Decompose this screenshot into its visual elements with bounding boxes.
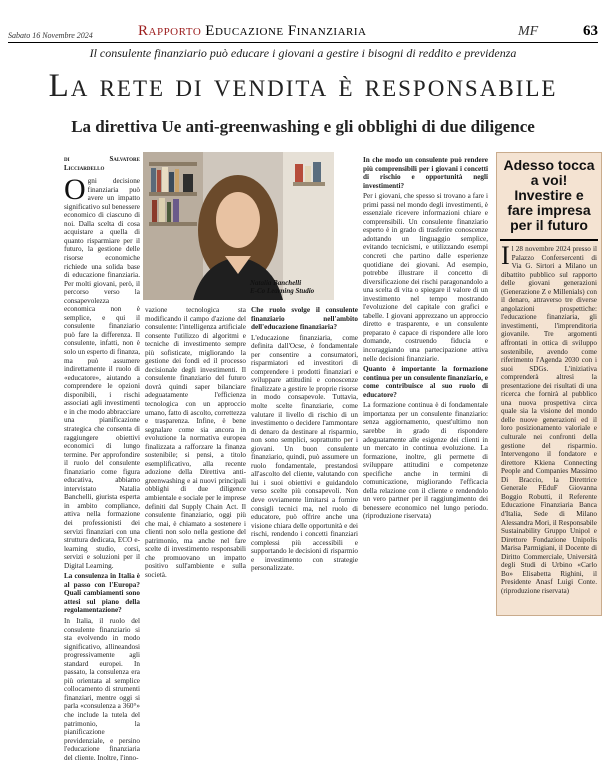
article-column-4 [363,156,488,616]
page-header [8,20,598,40]
section-title [138,23,518,40]
interview-question: Che ruolo svolge il consulente finanziario nell'ambito dell'educazione finanziaria? [251,306,358,332]
portrait-image [143,152,334,300]
article-column-2 [145,306,246,616]
headline: La rete di vendita è responsabile [48,68,558,104]
article-paragraph: In Italia, il ruolo del consulente finanziario si sta evolvendo in modo significativo, allineandosi progressivamente agli standard europei. In passato, la consulenza era più orientata al semplice collocamento di strumenti finanziari, mentre oggi si parla «consulenza a 360°» che include la tutela del patrimonio, la pianificazione previdenziale, e persino l'educazione finanziaria del cliente. Inoltre, l'inno- [64,616,140,762]
kicker: Il consulente finanziario può educare i giovani a gestire i bisogni di reddito e previdenza [89,46,517,60]
article-paragraph: Per i giovani, che spesso si trovano a fare i primi passi nel mondo degli investimenti, è essenziale ricevere informazioni chiare e comprensibili. Un consulente finanziario esperto è in grado di trasferire conoscenze adottando un linguaggio semplice, evitando tecnicismi, e utilizzando esempi concreti che partino dalle esperienze quotidiane dei giovani. Ad esempio, potrebbe illustrare il concetto di diversificazione dei rischi paragonandolo a una scelta di vita o spiegare il valore di un investimento nel tempo mostrando l'evoluzione del capitale con grafici e tabelle. I giovani apprezzano un approccio diretto e trasparente, e un consulente preparato è capace di rispondere alle loro domande, costruendo fiducia e incoraggiando una partecipazione attiva nelle decisioni finanziarie. [363,192,488,363]
sidebar-body [497,241,601,599]
article-paragraph: La formazione continua è di fondamentale importanza per un consulente finanziario: senza aggiornamento, quest'ultimo non sarebbe in grado di rispondere adeguatamente alle esigenze dei clienti in un mercato in continua evoluzione. La formazione, inoltre, gli permette di sviluppare attitudini e competenze specifiche anche in termini di comunicazione, migliorando l'efficacia della relazione con il cliente e rendendolo un vero partner per il raggiungimento dei benessere economico nel lungo periodo. (riproduzione riservata) [363,401,488,521]
author-photo [143,152,334,300]
article-paragraph: L'educazione finanziaria, come definita dall'Ocse, è fondamentale per consentire a consumatori, risparmiatori ed investitori di comprendere i prodotti finanziari e sviluppare attitudini e conoscenze finalizzate a gestire le proprie risorse in modo consapevole. Tuttavia, molte scelte finanziarie, come valutare il livello di rischio di un investimento o decidere l'ammontare di denaro da destinare al risparmio, non sono semplici, soprattutto per i giovani. Un buon consulente finanziario, quindi, può assumere un ruolo fondamentale, prestandosi all'ascolto del cliente, valutando con lui i suoi obiettivi e guidandolo verso scelte più consapevoli. Non deve ovviamente limitarsi a fornire consigli tecnici ma, nel ruolo di educatore, può offrire anche una visione chiara delle opportunità e dei rischi, rendendo i concetti finanziari complessi più accessibili e supportando le decisioni di risparmio e investimento con strategie personalizzate. [251,333,358,573]
article-column-3 [251,306,358,616]
interview-question: La consulenza in Italia è al passo con l'Europa? Quali cambiamenti sono attesi sul piano della regolamentazione? [64,572,140,615]
sidebar-title: Adesso tocca a voi! Investire e fare impresa per il futuro [500,153,598,241]
section-main: Rapporto [138,23,202,39]
article-paragraph: vazione tecnologica sta modificando il campo d'azione del consulente: l'intelligenza artificiale consente l'utilizzo di algoritmi e tecniche di investimento sempre più sofisticate, migliorando la gestione dei fondi ed il processo decisionale degli investimenti. Il consulente finanziario del futuro dovrà quindi saper bilanciare adeguatamente l'efficienza tecnologica con un approccio umano, fatto di ascolto, correttezza e trasparenza. Infine, è bene segnalare come sia ancora in evoluzione la normativa europea finalizzata a rafforzare la finanza sostenibile; si pensi, a titolo esemplificativo, alla recente adozione della Direttiva anti-greenwashing e ai nuovi principali obblighi di due diligence ambientale e sociale per le imprese definiti dal Supply Chain Act. Il consulente finanziario, oggi più che mai, è chiamato a sostenere i clienti non solo nella gestione del patrimonio, ma anche nel fare scelte di investimento responsabili che promuovano un impatto positivo sull'ambiente e sulla società. [145,306,246,579]
article-column-1 [64,156,140,762]
article-paragraph: Ogni decisione finanziaria può avere un impatto significativo sul benessere economico di ciascuno di noi. Dalla scelta di cosa acquistare a quella di quanto risparmiare per il futuro, la gestione delle risorse economiche richiede una solida base di educazione finanziaria. Per molti giovani, però, il percorso verso la consapevolezza economica non è semplice, e qui il consulente finanziario può fare la differenza. Il consulente, infatti, non è solo un esperto di finanza, ma può assumere indirettamente il ruolo di «educatore», aiutando a comprendere le opzioni disponibili, i rischi associati agli investimenti e in che modo abbracciare una pianificazione strategica che consenta di raggiungere obiettivi economici di lungo termine. Per approfondire il ruolo del consulente finanziario come figura educativa, abbiamo intervistato Natalia Banchelli, giurista esperta in ambito compliance, attiva nella formazione dei professionisti dei servizi finanziari con una struttura dedicata, ECO e-learning studio, corsi, servizi e soluzioni per il Digital Learning. [64,173,140,570]
drop-cap: O [64,173,86,207]
page-number: 63 [583,23,598,39]
caption-org: E-Co Learning Studio [250,287,315,295]
section-sub: Educazione Finanziaria [205,23,367,39]
header-rule [8,42,598,43]
sidebar-box [496,152,602,616]
drop-cap: I [501,241,510,270]
caption-name: Natalia Banchelli [250,279,302,287]
interview-question: Quanto è importante la formazione continua per un consulente finanziario, e come contribuisce al suo ruolo di educatore? [363,365,488,399]
sidebar-text: l 28 novembre 2024 presso il Palazzo Confersercenti di Via G. Sirtori a Milano un dibattito pubblico sul rapporto delle giovani generazioni (Generazione Z e Millenials) con il denaro, attraverso tre diverse angolazioni prospettiche: l'educazione finanziaria, gli investimenti, l'imprenditoria giovanile. Tre argomenti affrontati in ottica di sviluppo sostenibile, avendo come riferimento l'Agenda 2030 con i suoi SDGs. L'iniziativa comprenderà altresì la presentazione dei risultati di una ricerca che fornirà al pubblico una nuova prospettiva circa quale sia la visione del mondo delle nuove generazioni ed il loro posizionamento valoriale e culturale nei confronti della gestione del risparmio. Intervengono il fondatore e direttore Kkiena Connecting People and Companies Massimo Di Braccio, la Direttrice Generale FEduF Giovanna Boggio Robutti, il Referente Educazione Finanziaria Banca d'Italia, Sede di Milano Alessandra Mori, il Responsabile Sustainability Gruppo Unipol e Direttore Fondazione Unipolis Marisa Parmigiani, il Docente di Diritto Commerciale, Università degli Studi di Urbino «Carlo Bo» Elisabetta Righini, il Presidente Anasf Luigi Conte. (riproduzione riservata) [501,245,597,595]
issue-date: Sabato 16 Novembre 2024 [8,31,93,40]
subheadline: La direttiva Ue anti-greenwashing e gli obblighi di due diligence [71,117,535,136]
interview-question: In che modo un consulente può rendere più comprensibili per i giovani i concetti di rischio e opportunità negli investimenti? [363,156,488,190]
photo-caption [250,279,314,295]
publication-logo: MF [518,24,539,39]
byline: di Salvatore Licciardello [64,156,140,172]
